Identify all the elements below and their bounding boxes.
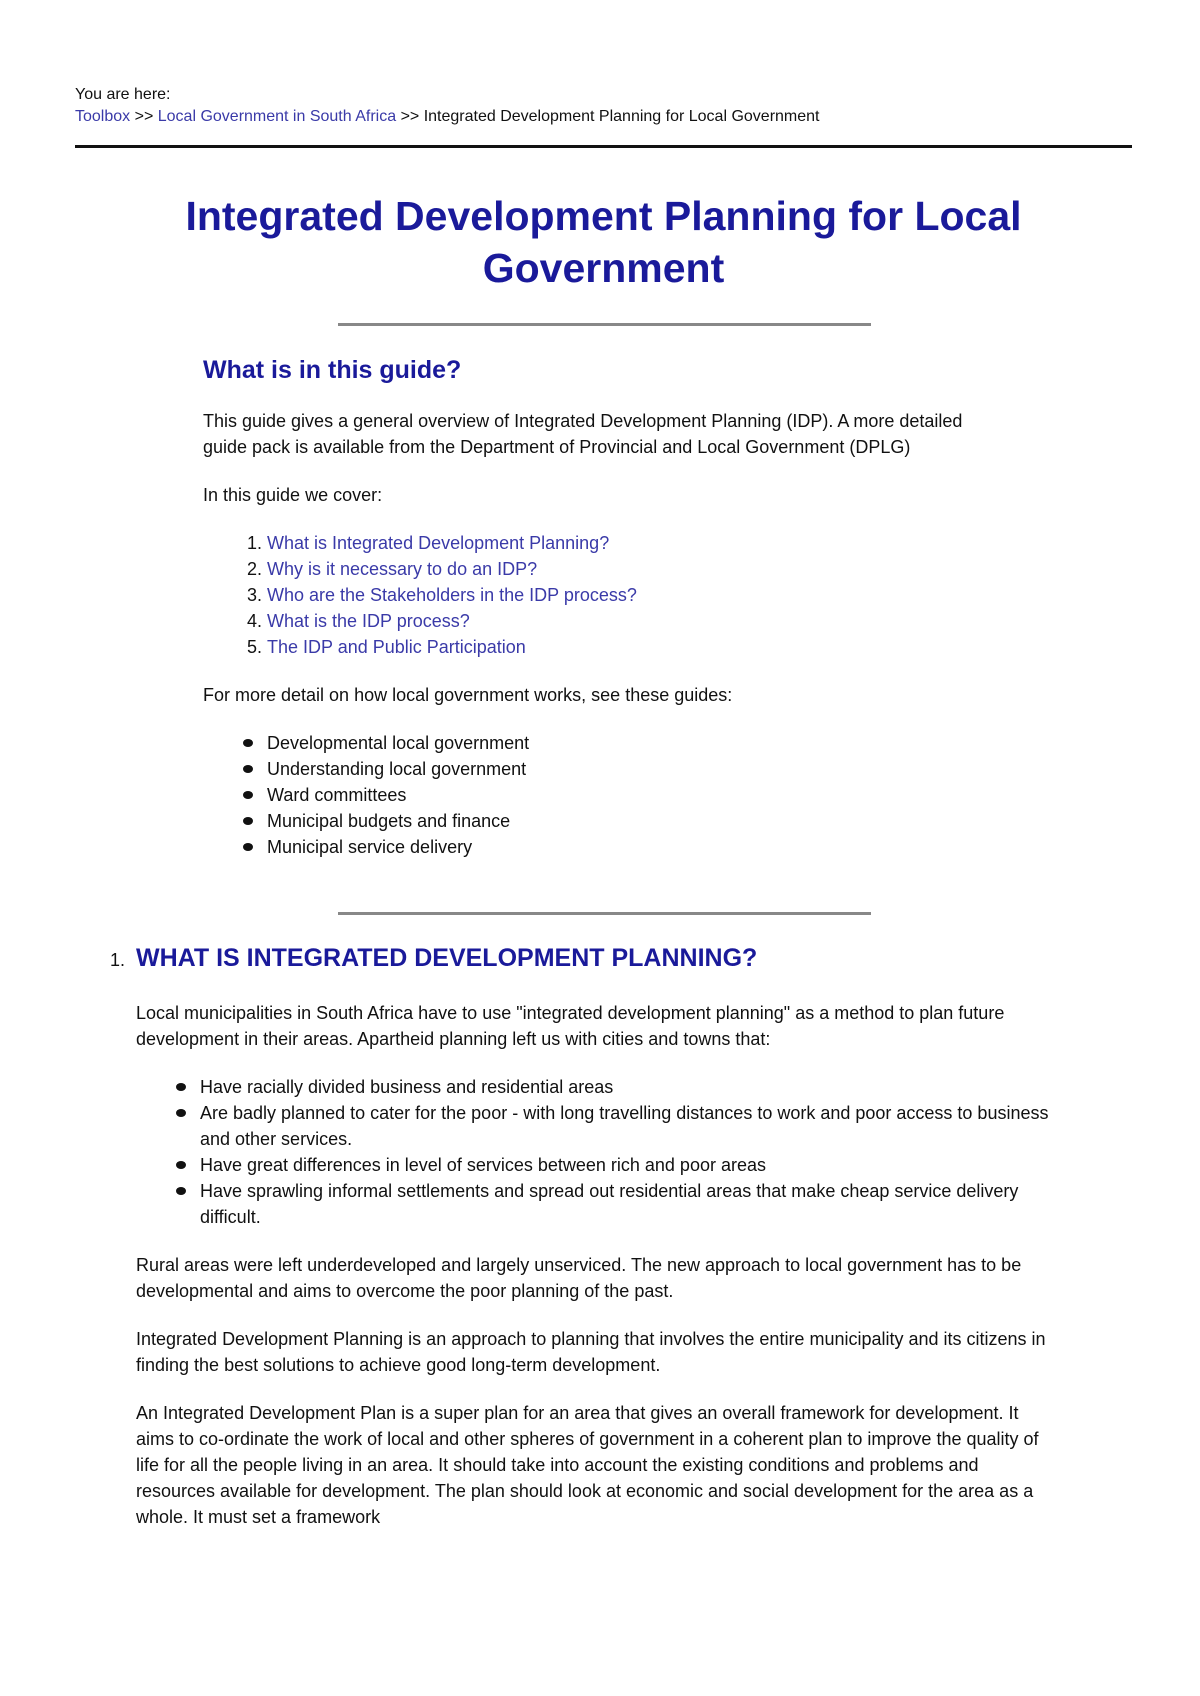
issue-item: Have great differences in level of services between rich and poor areas	[200, 1152, 1070, 1178]
toc-item	[267, 608, 1003, 634]
guide-more-label: For more detail on how local government works, see these guides:	[203, 685, 733, 705]
issue-item: Are badly planned to cater for the poor - with long travelling distances to work and poor access to business and other services.	[200, 1100, 1070, 1152]
title-divider	[338, 323, 871, 326]
toc-link-public-participation[interactable]: The IDP and Public Participation	[267, 637, 526, 657]
related-guide-item: Developmental local government	[267, 730, 1003, 756]
toc-item	[267, 530, 1003, 556]
guide-intro: This guide gives a general overview of Integrated Development Planning (IDP). A more detailed guide pack is available from the Department of Provincial and Local Government (DPLG)	[203, 411, 963, 457]
section-divider	[338, 912, 871, 915]
toc-link-why-necessary[interactable]: Why is it necessary to do an IDP?	[267, 559, 538, 579]
section-body	[110, 1000, 1070, 1530]
guide-heading: What is in this guide?	[203, 356, 462, 384]
section-paragraph: Rural areas were left underdeveloped and largely unserviced. The new approach to local government has to be developmental and aims to overcome the poor planning of the past.	[136, 1255, 1022, 1301]
issue-item: Have racially divided business and residential areas	[200, 1074, 1070, 1100]
section-paragraph: An Integrated Development Plan is a super plan for an area that gives an overall framework for development. It aims to co-ordinate the work of local and other spheres of government in a coherent plan to improve the quality of life for all the people living in an area. It should take into account the existing conditions and problems and resources available for development. The plan should look at economic and social development for the area as a whole. It must set a framework	[136, 1403, 1039, 1527]
page-title: Integrated Development Planning for Local Government	[185, 193, 1022, 291]
related-guide-item: Municipal service delivery	[267, 834, 1003, 860]
breadcrumb-separator: >>	[400, 108, 420, 125]
breadcrumb-link-local-government[interactable]: Local Government in South Africa	[157, 108, 397, 125]
related-guides-list	[203, 730, 1003, 860]
toc-item	[267, 556, 1003, 582]
related-guide-item: Municipal budgets and finance	[267, 808, 1003, 834]
related-guide-item: Understanding local government	[267, 756, 1003, 782]
breadcrumb-label: You are here:	[75, 86, 171, 103]
section-number: 1.	[110, 950, 126, 970]
guide-overview	[203, 352, 1003, 882]
guide-toc	[203, 530, 1003, 660]
breadcrumb-link-toolbox[interactable]: Toolbox	[75, 108, 131, 125]
section-what-is-idp	[110, 940, 1070, 1552]
toc-item	[267, 582, 1003, 608]
toc-link-idp-process[interactable]: What is the IDP process?	[267, 611, 470, 631]
section-intro: Local municipalities in South Africa have to use "integrated development planning" as a method to plan future development in their areas. Apartheid planning left us with cities and towns that:	[136, 1003, 1005, 1049]
breadcrumb-trail	[75, 106, 820, 128]
section-header	[110, 940, 1070, 976]
toc-link-what-is-idp[interactable]: What is Integrated Development Planning?	[267, 533, 610, 553]
guide-cover-label: In this guide we cover:	[203, 485, 383, 505]
section-heading: WHAT IS INTEGRATED DEVELOPMENT PLANNING?	[136, 944, 758, 972]
toc-link-stakeholders[interactable]: Who are the Stakeholders in the IDP process?	[267, 585, 637, 605]
top-divider	[75, 145, 1132, 148]
apartheid-issues-list	[136, 1074, 1070, 1230]
toc-item	[267, 634, 1003, 660]
related-guide-item: Ward committees	[267, 782, 1003, 808]
issue-item: Have sprawling informal settlements and spread out residential areas that make cheap service delivery difficult.	[200, 1178, 1070, 1230]
breadcrumb-current: Integrated Development Planning for Local Government	[423, 108, 820, 125]
breadcrumb-separator: >>	[134, 108, 154, 125]
breadcrumb	[75, 84, 820, 128]
section-paragraph: Integrated Development Planning is an approach to planning that involves the entire municipality and its citizens in finding the best solutions to achieve good long-term development.	[136, 1329, 1046, 1375]
